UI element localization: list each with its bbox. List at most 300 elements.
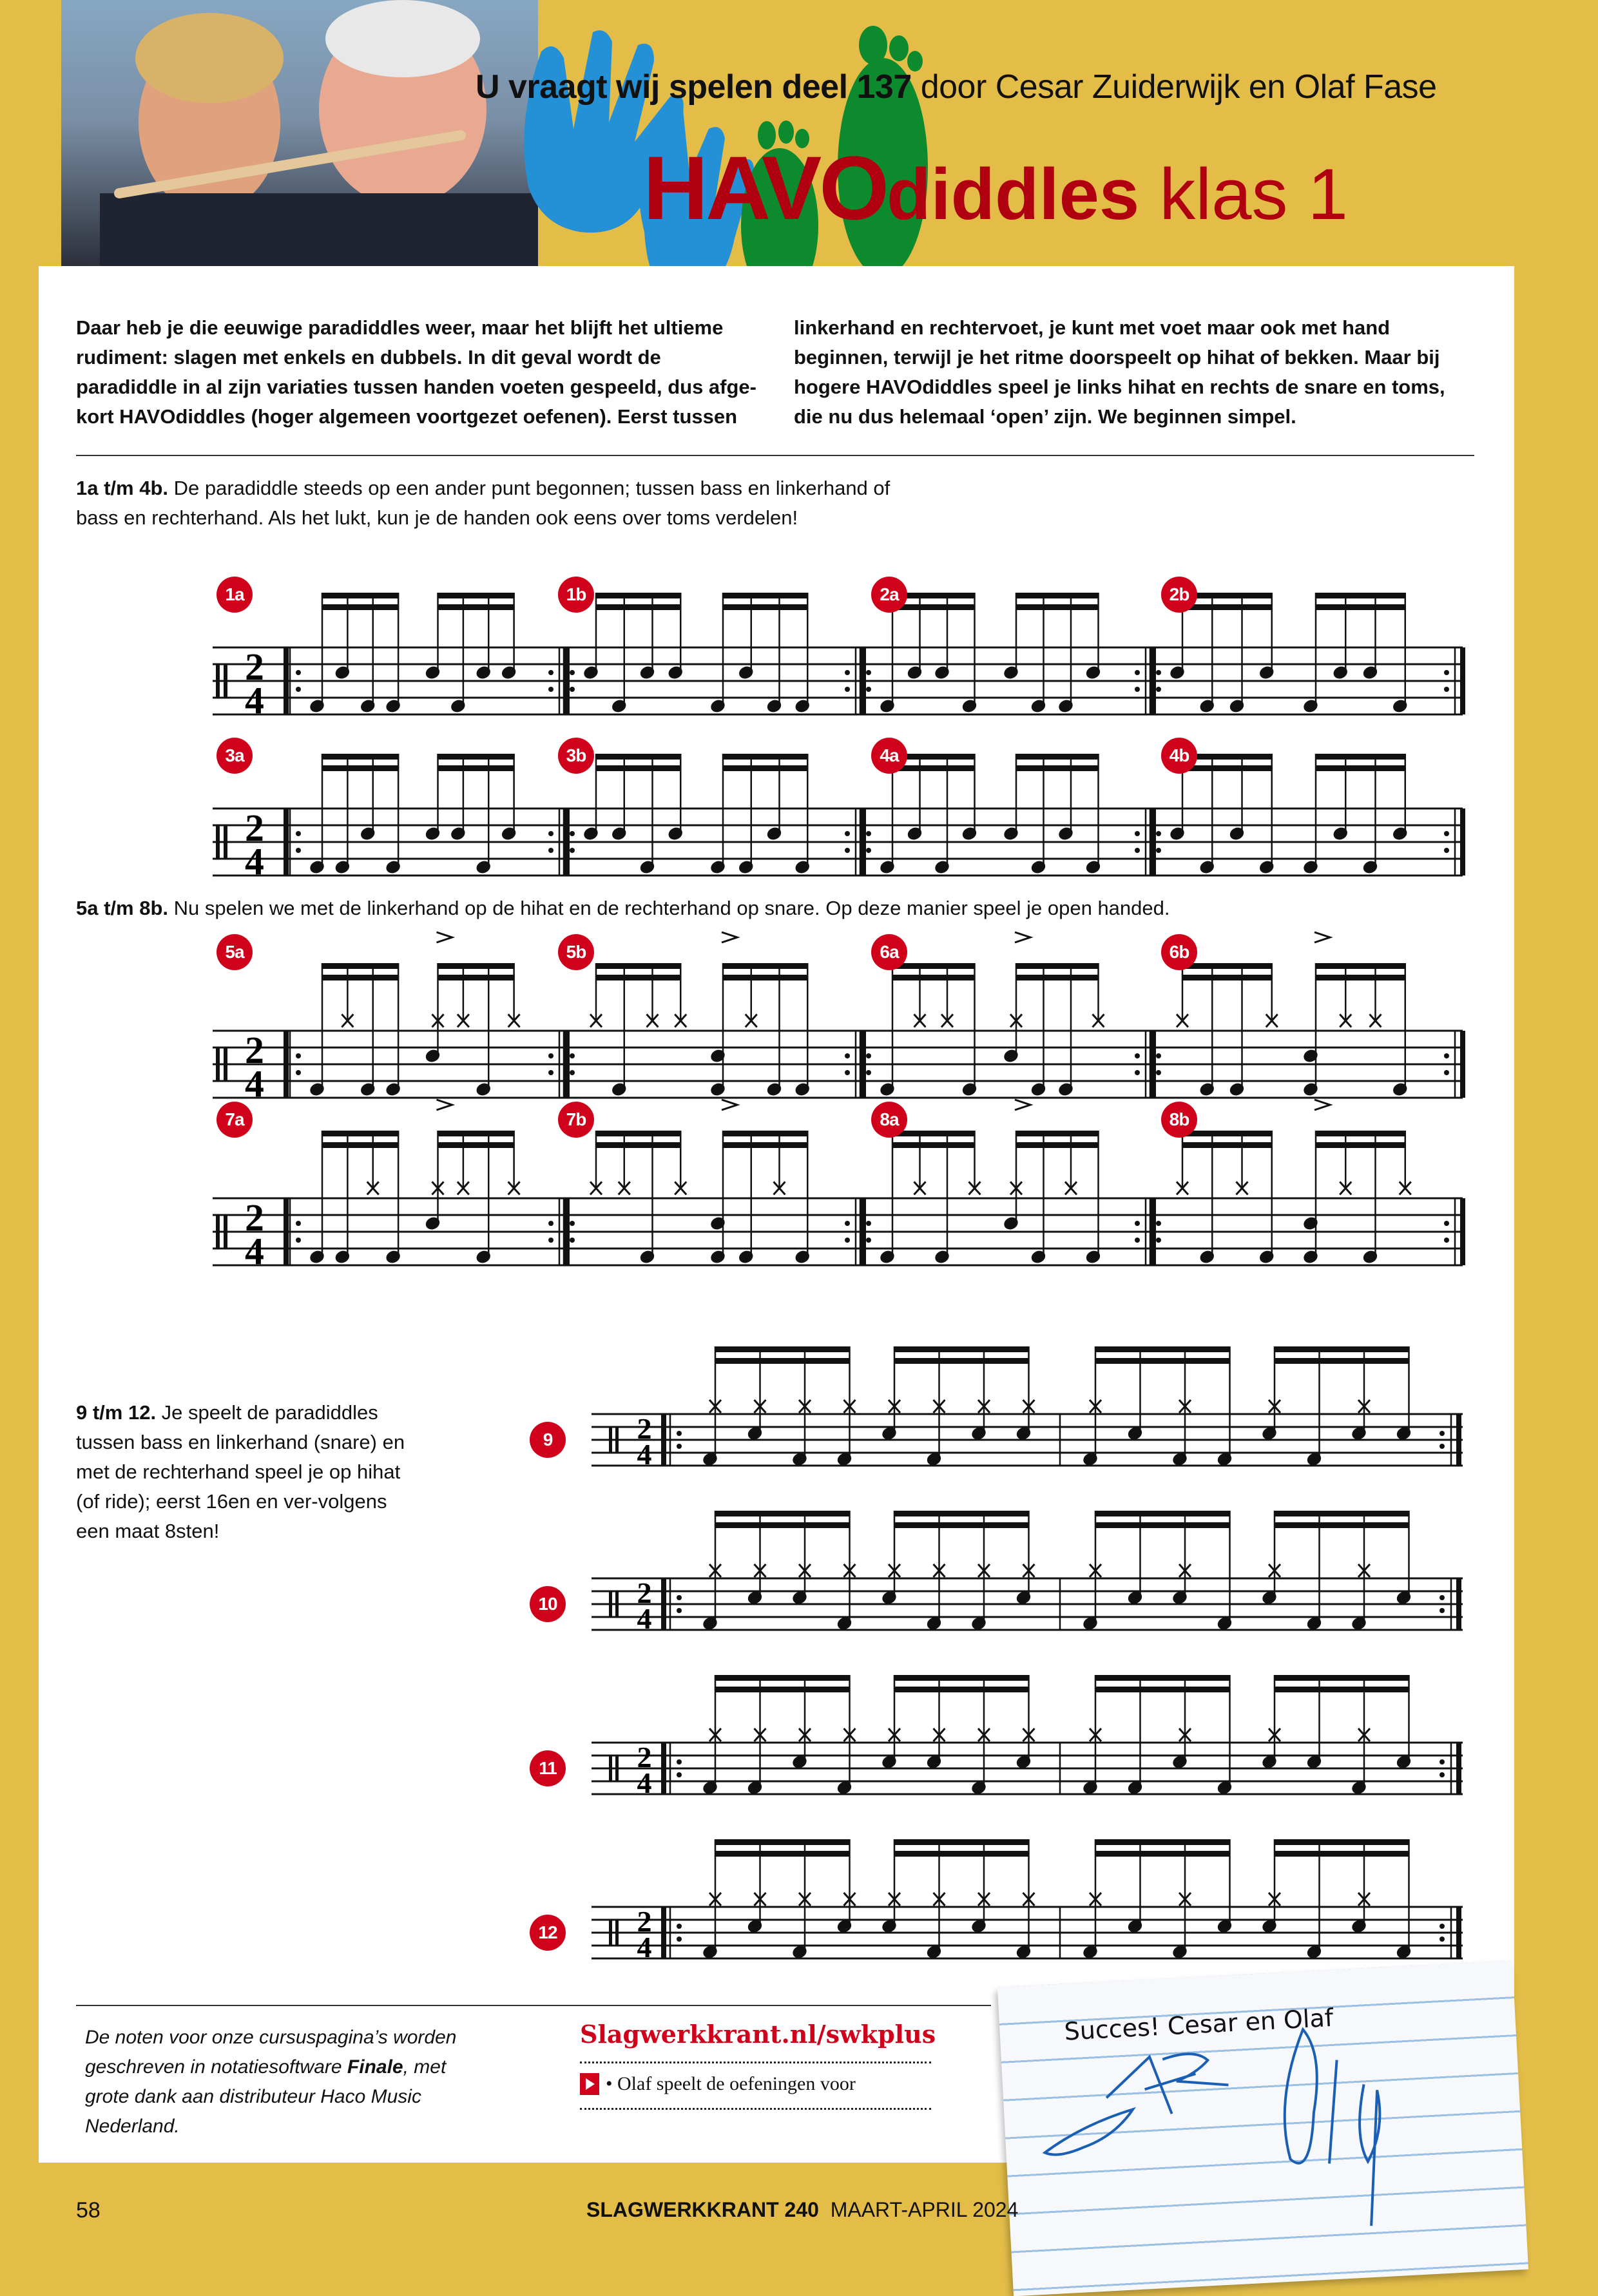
note-head — [737, 664, 755, 681]
barline-thick — [861, 1031, 866, 1098]
barline-thick — [1151, 647, 1156, 714]
beam — [595, 963, 681, 969]
barline-thick — [564, 1031, 570, 1098]
barline-thick — [1460, 647, 1465, 714]
repeat-dot — [866, 1053, 871, 1058]
note-head — [610, 825, 628, 842]
repeat-dot — [548, 1053, 554, 1058]
repeat-dot — [677, 1444, 682, 1449]
note-head — [610, 1081, 628, 1098]
beam — [722, 963, 808, 969]
beam — [894, 1522, 1030, 1528]
repeat-dot — [1439, 1759, 1445, 1765]
repeat-dot — [1156, 1238, 1161, 1243]
note-head — [1258, 1248, 1276, 1265]
beam — [322, 765, 399, 771]
note-head — [878, 859, 896, 875]
beam — [1182, 604, 1273, 610]
repeat-dot — [677, 1937, 682, 1942]
note-head — [1331, 664, 1349, 681]
beam — [715, 1346, 851, 1352]
note-head — [793, 1248, 811, 1265]
repeat-dot — [570, 1221, 575, 1226]
note-head — [1391, 1081, 1409, 1098]
repeat-dot — [296, 1238, 301, 1243]
note-head — [933, 1248, 951, 1265]
beam — [894, 1687, 1030, 1692]
repeat-dot — [866, 687, 871, 692]
repeat-dot — [1439, 1431, 1445, 1436]
note-head — [449, 825, 467, 842]
repeat-dot — [1439, 1924, 1445, 1929]
note-head — [1002, 1215, 1020, 1232]
percussion-clef — [615, 1427, 619, 1453]
repeat-dot — [1439, 1444, 1445, 1449]
repeat-dot — [845, 687, 850, 692]
note-head — [906, 825, 924, 842]
barline-thick — [661, 1743, 666, 1794]
repeat-dot — [866, 848, 871, 853]
beam — [322, 963, 399, 969]
barline-thick — [1460, 1031, 1465, 1098]
beam — [894, 1851, 1030, 1857]
repeat-dot — [570, 831, 575, 836]
time-signature-bottom: 4 — [245, 1230, 264, 1272]
barline-thick — [564, 1198, 570, 1265]
section-3-text: 9 t/m 12. Je speelt de paradiddles tussen bass en linkerhand (snare) en met de rechterhand speel je op hihat (of ride); eerst 16en en ver-volgens een maat 8sten! — [76, 1401, 405, 1542]
note-head — [384, 859, 402, 875]
beam — [595, 604, 681, 610]
beam — [1016, 593, 1099, 598]
exercise-badge: 11 — [530, 1750, 566, 1786]
beam — [1315, 754, 1406, 760]
repeat-dot — [866, 670, 871, 675]
beam — [894, 1675, 1030, 1681]
barline-thick — [1151, 808, 1156, 875]
beam — [595, 1131, 681, 1136]
exercise-badge: 2a — [871, 577, 907, 613]
note-head — [639, 859, 657, 875]
repeat-dot — [548, 1221, 554, 1226]
repeat-dot — [677, 1431, 682, 1436]
exercise-badge: 8b — [1161, 1102, 1197, 1138]
repeat-dot — [548, 1238, 554, 1243]
repeat-dot — [1444, 1221, 1449, 1226]
note-head — [1057, 698, 1075, 714]
beam — [438, 1142, 515, 1148]
repeat-dot — [1156, 848, 1161, 853]
note-head — [878, 1081, 896, 1098]
note-head — [765, 1081, 784, 1098]
time-signature-top: 2 — [637, 1741, 652, 1774]
footnote: De noten voor onze cursuspagina’s worden geschreven in notatiesoftware Finale, met grote dank aan distributeur Haco Music Nederland. — [85, 2027, 457, 2137]
note-head — [474, 1081, 492, 1098]
footer-divider — [76, 2005, 991, 2006]
beam — [1016, 1142, 1099, 1148]
dotted-divider — [580, 2062, 931, 2063]
note-head — [709, 1048, 727, 1064]
note-head — [359, 825, 377, 842]
barline-thick — [564, 647, 570, 714]
notation-row — [0, 1662, 1598, 1810]
barline-thick — [284, 808, 289, 875]
barline-thick — [1460, 1198, 1465, 1265]
repeat-dot — [866, 831, 871, 836]
exercise-badge: 1b — [558, 577, 594, 613]
exercise-badge: 10 — [530, 1586, 566, 1622]
note-head — [1391, 698, 1409, 714]
beam — [715, 1522, 851, 1528]
repeat-dot — [1156, 1053, 1161, 1058]
beam — [1274, 1358, 1410, 1364]
beam — [1315, 604, 1406, 610]
beam — [595, 593, 681, 598]
beam — [722, 1142, 808, 1148]
beam — [1274, 1839, 1410, 1845]
beam — [1095, 1851, 1231, 1857]
barline-thick — [284, 647, 289, 714]
dotted-divider — [580, 2108, 931, 2110]
beam — [1095, 1687, 1231, 1692]
percussion-clef — [615, 1591, 619, 1617]
note-head — [582, 664, 600, 681]
repeat-dot — [1439, 1772, 1445, 1777]
note-head — [1198, 1248, 1216, 1265]
repeat-dot — [548, 1070, 554, 1075]
note-head — [424, 825, 442, 842]
note-head — [1030, 1248, 1048, 1265]
note-head — [765, 698, 784, 714]
repeat-dot — [845, 831, 850, 836]
repeat-dot — [548, 831, 554, 836]
beam — [322, 1142, 399, 1148]
beam — [1182, 1131, 1273, 1136]
section-2-text: 5a t/m 8b. Nu spelen we met de linkerhand op de hihat en de rechterhand op snare. Op deze manier speel je open handed. — [76, 897, 1170, 919]
note-head — [1391, 825, 1409, 842]
note-head — [1228, 698, 1246, 714]
percussion-clef — [224, 825, 227, 859]
time-signature-bottom: 4 — [245, 1062, 264, 1105]
note-head — [359, 698, 377, 714]
repeat-dot — [845, 1238, 850, 1243]
time-signature-top: 2 — [637, 1412, 652, 1445]
beam — [715, 1851, 851, 1857]
time-signature-top: 2 — [637, 1576, 652, 1609]
beam — [1274, 1522, 1410, 1528]
beam — [1274, 1687, 1410, 1692]
beam — [1315, 963, 1406, 969]
repeat-dot — [845, 1053, 850, 1058]
note-head — [1198, 698, 1216, 714]
note-head — [666, 825, 684, 842]
beam — [438, 975, 515, 981]
note-head — [334, 1248, 352, 1265]
repeat-dot — [1135, 1221, 1140, 1226]
note-head — [639, 664, 657, 681]
percussion-clef — [216, 664, 220, 698]
repeat-dot — [866, 1238, 871, 1243]
repeat-dot — [845, 670, 850, 675]
beam — [322, 754, 399, 760]
beam — [1182, 975, 1273, 981]
repeat-dot — [570, 1238, 575, 1243]
note-head — [1168, 825, 1186, 842]
beam — [322, 975, 399, 981]
note-head — [961, 1081, 979, 1098]
beam — [715, 1511, 851, 1516]
note-head — [1228, 825, 1246, 842]
barline-thick — [284, 1031, 289, 1098]
barline-thick — [1456, 1907, 1461, 1958]
beam — [1016, 754, 1099, 760]
repeat-dot — [845, 1221, 850, 1226]
percussion-clef — [224, 1048, 227, 1081]
beam — [322, 593, 399, 598]
time-signature-top: 2 — [245, 807, 264, 849]
time-signature-top: 2 — [245, 1029, 264, 1071]
note-head — [359, 1081, 377, 1098]
repeat-dot — [570, 1053, 575, 1058]
play-icon — [580, 2073, 599, 2095]
note-head — [709, 1081, 727, 1098]
exercise-badge: 4b — [1161, 738, 1197, 774]
note-head — [1168, 664, 1186, 681]
beam — [892, 1142, 976, 1148]
note-head — [384, 1081, 402, 1098]
note-head — [1002, 1048, 1020, 1064]
barline-thick — [1151, 1031, 1156, 1098]
barline-thick — [284, 1198, 289, 1265]
note-head — [1084, 664, 1102, 681]
repeat-dot — [296, 848, 301, 853]
swkplus-link[interactable]: Slagwerkkrant.nl/swkplus — [580, 2020, 936, 2049]
repeat-dot — [677, 1608, 682, 1613]
time-signature-top: 2 — [637, 1905, 652, 1938]
note-head — [709, 859, 727, 875]
repeat-dot — [1444, 670, 1449, 675]
exercise-badge: 3b — [558, 738, 594, 774]
signature-note — [997, 1960, 1528, 2296]
note-head — [424, 664, 442, 681]
note-head — [500, 664, 518, 681]
repeat-dot — [296, 670, 301, 675]
beam — [1182, 963, 1273, 969]
beam — [1095, 1346, 1231, 1352]
repeat-dot — [1135, 1053, 1140, 1058]
note-head — [1057, 825, 1075, 842]
note-head — [424, 1215, 442, 1232]
repeat-dot — [845, 1070, 850, 1075]
repeat-dot — [1135, 670, 1140, 675]
exercise-badge: 9 — [530, 1422, 566, 1458]
note-head — [1302, 1248, 1320, 1265]
beam — [1315, 1142, 1406, 1148]
repeat-dot — [1444, 831, 1449, 836]
percussion-clef — [615, 1920, 619, 1946]
note-head — [878, 698, 896, 714]
section-1-text: 1a t/m 4b. De paradiddle steeds op een ander punt begonnen; tussen bass en linkerhand of bass en rechterhand. Als het lukt, kun je de handen ook eens over toms verdelen! — [76, 477, 890, 529]
repeat-dot — [866, 1221, 871, 1226]
time-signature-top: 2 — [245, 1196, 264, 1239]
exercise-badge: 6b — [1161, 934, 1197, 970]
note-head — [765, 825, 784, 842]
repeat-dot — [1439, 1595, 1445, 1600]
note-head — [424, 1048, 442, 1064]
beam — [1182, 765, 1273, 771]
note-head — [933, 664, 951, 681]
exercise-badge: 7b — [558, 1102, 594, 1138]
note-head — [1228, 1081, 1246, 1098]
beam — [1182, 1142, 1273, 1148]
exercise-badge: 3a — [217, 738, 253, 774]
repeat-dot — [1156, 1221, 1161, 1226]
repeat-dot — [1156, 1070, 1161, 1075]
barline-thick — [1460, 808, 1465, 875]
time-signature-bottom: 4 — [637, 1602, 652, 1635]
note-head — [1362, 664, 1380, 681]
repeat-dot — [1444, 687, 1449, 692]
note-head — [1030, 859, 1048, 875]
note-head — [1362, 859, 1380, 875]
repeat-dot — [296, 831, 301, 836]
note-head — [878, 1248, 896, 1265]
repeat-dot — [570, 687, 575, 692]
percussion-clef — [615, 1755, 619, 1781]
beam — [438, 604, 515, 610]
note-head — [1258, 859, 1276, 875]
note-head — [1302, 698, 1320, 714]
beam — [722, 975, 808, 981]
exercise-badge: 8a — [871, 1102, 907, 1138]
note-head — [308, 698, 326, 714]
note-head — [737, 1248, 755, 1265]
repeat-dot — [677, 1772, 682, 1777]
intro-left: Daar heb je die eeuwige paradiddles weer, maar het blijft het ultieme rudiment: slagen met enkels en dubbels. In dit geval wordt de paradiddle in al zijn variaties tussen handen voeten gespeeld, dus afge-kort HAVOdiddles (hoger algemeen voortgezet oefenen). Eerst tussen — [76, 316, 756, 428]
exercise-badge: 4a — [871, 738, 907, 774]
barline-thick — [1151, 1198, 1156, 1265]
beam — [1016, 604, 1099, 610]
note-head — [1302, 859, 1320, 875]
beam — [715, 1839, 851, 1845]
note-head — [1258, 664, 1276, 681]
exercise-badge: 6a — [871, 934, 907, 970]
note-head — [639, 1248, 657, 1265]
note-head — [1302, 1081, 1320, 1098]
note-head — [737, 859, 755, 875]
beam — [892, 975, 976, 981]
beam — [1016, 765, 1099, 771]
video-item[interactable]: • Olaf speelt de oefeningen voor — [580, 2073, 856, 2095]
note-head — [1362, 1248, 1380, 1265]
beam — [892, 604, 976, 610]
barline-thick — [1456, 1743, 1461, 1794]
note-head — [1198, 859, 1216, 875]
notation-row — [0, 1334, 1598, 1482]
beam — [1016, 1131, 1099, 1136]
beam — [715, 1687, 851, 1692]
note-head — [474, 1248, 492, 1265]
beam — [1315, 975, 1406, 981]
beam — [1315, 1131, 1406, 1136]
beam — [1315, 593, 1406, 598]
barline-thick — [1456, 1578, 1461, 1630]
repeat-dot — [296, 687, 301, 692]
repeat-dot — [1439, 1937, 1445, 1942]
percussion-clef — [609, 1591, 612, 1617]
exercise-badge: 1a — [217, 577, 253, 613]
beam — [438, 593, 515, 598]
note-head — [1198, 1081, 1216, 1098]
barline-thick — [1456, 1414, 1461, 1466]
percussion-clef — [216, 825, 220, 859]
exercise-badge: 5b — [558, 934, 594, 970]
barline-thick — [661, 1907, 666, 1958]
exercise-badge: 5a — [217, 934, 253, 970]
repeat-dot — [570, 1070, 575, 1075]
time-signature-bottom: 4 — [245, 840, 264, 883]
repeat-dot — [1439, 1608, 1445, 1613]
note-head — [384, 698, 402, 714]
beam — [1095, 1839, 1231, 1845]
note-head — [709, 1248, 727, 1265]
beam — [1016, 975, 1099, 981]
beam — [322, 1131, 399, 1136]
note-head — [1084, 859, 1102, 875]
beam — [595, 975, 681, 981]
note-head — [582, 825, 600, 842]
barline-thick — [861, 647, 866, 714]
beam — [595, 765, 681, 771]
note-head — [1030, 1081, 1048, 1098]
repeat-dot — [570, 848, 575, 853]
time-signature-bottom: 4 — [637, 1438, 652, 1471]
beam — [894, 1511, 1030, 1516]
note-head — [961, 825, 979, 842]
repeat-dot — [677, 1924, 682, 1929]
beam — [595, 1142, 681, 1148]
repeat-dot — [1444, 848, 1449, 853]
note-head — [1302, 1048, 1320, 1064]
note-head — [1002, 664, 1020, 681]
beam — [1274, 1511, 1410, 1516]
beam — [438, 765, 515, 771]
note-head — [334, 664, 352, 681]
percussion-clef — [609, 1427, 612, 1453]
page-title: HAVOdiddles klas 1 — [643, 137, 1348, 238]
note-head — [1057, 1081, 1075, 1098]
divider — [76, 455, 1474, 456]
beam — [438, 754, 515, 760]
exercise-badge: 12 — [530, 1915, 566, 1951]
beam — [1274, 1851, 1410, 1857]
note-head — [1084, 1248, 1102, 1265]
intro-right: linkerhand en rechtervoet, je kunt met voet maar ook met hand beginnen, terwijl je het ritme doorspeelt op hihat of bekken. Maar bij hogere HAVOdiddles speel je links hihat en rechts de snare en toms, die nu dus helemaal ‘open’ zijn. We beginnen simpel. — [794, 316, 1445, 428]
beam — [438, 963, 515, 969]
repeat-dot — [1444, 1238, 1449, 1243]
repeat-dot — [1135, 848, 1140, 853]
percussion-clef — [609, 1920, 612, 1946]
beam — [715, 1675, 851, 1681]
note-head — [308, 1248, 326, 1265]
beam — [715, 1358, 851, 1364]
repeat-dot — [570, 670, 575, 675]
note-head — [308, 859, 326, 875]
time-signature-bottom: 4 — [637, 1931, 652, 1964]
note-head — [793, 859, 811, 875]
note-head — [906, 664, 924, 681]
beam — [1016, 963, 1099, 969]
percussion-clef — [609, 1755, 612, 1781]
